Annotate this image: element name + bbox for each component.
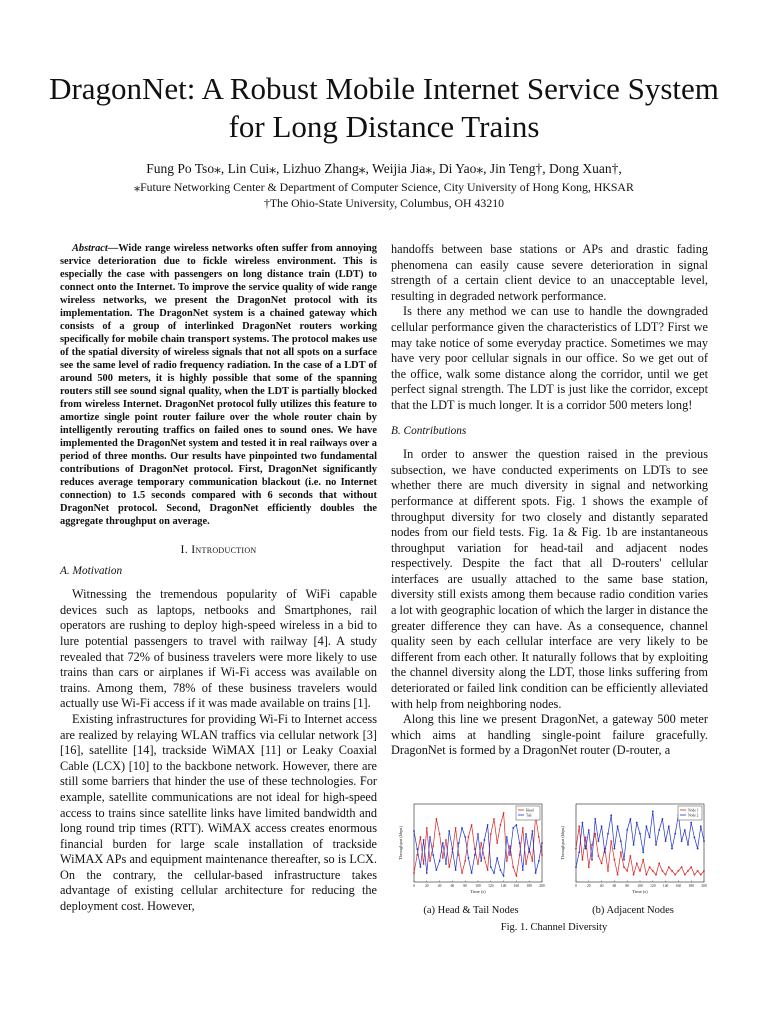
x-tick-label: 100 xyxy=(637,884,643,888)
data-point xyxy=(541,842,543,844)
data-point xyxy=(658,863,660,865)
data-point xyxy=(630,855,632,857)
data-point xyxy=(512,827,514,829)
data-point xyxy=(662,870,664,872)
chart-head-tail xyxy=(396,800,546,900)
data-point xyxy=(448,866,450,868)
data-point xyxy=(429,836,431,838)
figure-1b-caption: (b) Adjacent Nodes xyxy=(592,905,674,916)
x-tick-label: 180 xyxy=(688,884,694,888)
paragraph: Witnessing the tremendous popularity of WiFi capable devices such as laptops, netbooks and Smartphones, rail operators are rushing to deploy high-speed wireless in a bid to lure potential passengers to travel with railway [4]. A study revealed that 72% of business travelers were more likely to use trains than cars or airplanes if Wi-Fi access was available on trains. Among them, 78% of these business travelers would actually use Wi-Fi access if it was made available on trains [1]. xyxy=(60,587,377,711)
data-point xyxy=(617,825,619,827)
data-point xyxy=(535,872,537,874)
paper-title: DragonNet: A Robust Mobile Internet Service System for Long Distance Trains xyxy=(49,71,719,144)
data-point xyxy=(610,840,612,842)
data-point xyxy=(516,824,518,826)
x-tick-label: 160 xyxy=(675,884,682,888)
data-point xyxy=(662,818,664,820)
data-point xyxy=(671,848,673,850)
data-point xyxy=(416,848,418,850)
section-heading xyxy=(60,542,377,558)
y-axis-label: Throughput (kbps) xyxy=(398,826,403,860)
data-point xyxy=(703,870,705,872)
data-point xyxy=(697,848,699,850)
data-point xyxy=(684,874,686,876)
data-point xyxy=(614,848,616,850)
data-point xyxy=(496,842,498,844)
data-point xyxy=(477,863,479,865)
x-tick-label: 0 xyxy=(575,884,577,888)
data-point xyxy=(694,874,696,876)
data-point xyxy=(636,822,638,824)
x-tick-label: 120 xyxy=(488,884,494,888)
data-point xyxy=(575,848,577,850)
data-point xyxy=(665,840,667,842)
data-point xyxy=(700,874,702,876)
data-point xyxy=(487,824,489,826)
chart-adjacent xyxy=(558,800,708,900)
data-point xyxy=(423,839,425,841)
data-point xyxy=(452,848,454,850)
author-list: Fung Po Tso⁎, Lin Cui⁎, Lizhuo Zhang⁎, Weijia Jia⁎, Di Yao⁎, Jin Teng†, Dong Xuan†, xyxy=(146,161,622,176)
data-point xyxy=(690,822,692,824)
x-tick-label: 120 xyxy=(650,884,656,888)
data-point xyxy=(420,836,422,838)
data-point xyxy=(493,872,495,874)
data-point xyxy=(490,866,492,868)
data-point xyxy=(636,863,638,865)
data-point xyxy=(464,860,466,862)
legend xyxy=(516,806,540,820)
data-point xyxy=(649,866,651,868)
section-title: Introduction xyxy=(191,542,257,556)
data-point xyxy=(525,863,527,865)
subsection-contributions: B. Contributions xyxy=(391,424,467,437)
data-point xyxy=(413,872,415,874)
data-point xyxy=(639,833,641,835)
legend-label: Node 2 xyxy=(688,813,699,818)
data-point xyxy=(690,866,692,868)
legend-label: Head xyxy=(526,808,534,813)
data-point xyxy=(442,857,444,859)
data-point xyxy=(439,833,441,835)
x-tick-label: 60 xyxy=(450,884,455,888)
data-point xyxy=(633,874,635,876)
data-point xyxy=(658,829,660,831)
data-point xyxy=(493,818,495,820)
left-column xyxy=(60,242,377,915)
data-point xyxy=(464,836,466,838)
data-point xyxy=(538,860,540,862)
x-tick-label: 160 xyxy=(513,884,520,888)
data-point xyxy=(506,860,508,862)
data-point xyxy=(687,844,689,846)
data-point xyxy=(575,866,577,868)
data-point xyxy=(474,854,476,856)
x-tick-label: 100 xyxy=(475,884,481,888)
x-tick-label: 200 xyxy=(701,884,707,888)
data-point xyxy=(432,845,434,847)
data-point xyxy=(516,875,518,877)
data-point xyxy=(413,830,415,832)
x-tick-label: 140 xyxy=(662,884,669,888)
paragraph: Is there any method we can use to handle the downgraded cellular performance given the characteristics of LDT? First we may take notice of some everyday practice. Sometimes we may have very poor cellular signals in our office. So we get out of the office, walk some distance along the corridor, until we get perfect signal strength. The LDT is just like the corridor, except that the LDT is much longer. It is a corridor 500 meters long! xyxy=(391,304,708,412)
data-point xyxy=(445,839,447,841)
x-axis-label: Time (s) xyxy=(632,889,648,894)
data-point xyxy=(512,866,514,868)
data-point xyxy=(436,818,438,820)
data-point xyxy=(604,851,606,853)
data-point xyxy=(588,829,590,831)
data-point xyxy=(639,870,641,872)
data-point xyxy=(500,869,502,871)
data-point xyxy=(678,870,680,872)
data-point xyxy=(461,827,463,829)
figure-1b xyxy=(558,800,708,900)
data-point xyxy=(490,833,492,835)
data-point xyxy=(519,854,521,856)
data-point xyxy=(439,860,441,862)
data-point xyxy=(646,874,648,876)
data-point xyxy=(626,870,628,872)
affiliation-1: ⁎Future Networking Center & Department of Computer Science, City University of Hong Kong, HKSAR xyxy=(134,180,634,194)
data-point xyxy=(694,837,696,839)
data-point xyxy=(668,866,670,868)
data-point xyxy=(458,854,460,856)
data-point xyxy=(585,837,587,839)
figure-1a-caption: (a) Head & Tail Nodes xyxy=(423,905,519,916)
data-point xyxy=(668,825,670,827)
data-point xyxy=(591,844,593,846)
x-tick-label: 80 xyxy=(625,884,629,888)
data-point xyxy=(448,830,450,832)
data-point xyxy=(578,851,580,853)
data-point xyxy=(471,872,473,874)
data-point xyxy=(582,859,584,861)
data-point xyxy=(614,859,616,861)
data-point xyxy=(623,859,625,861)
data-point xyxy=(585,848,587,850)
data-point xyxy=(461,872,463,874)
data-point xyxy=(468,836,470,838)
figure-caption: Fig. 1. Channel Diversity xyxy=(500,922,608,933)
abstract xyxy=(60,242,377,528)
paragraph: In order to answer the question raised in the previous subsection, we have conducted experiments on LDTs to see whether there are much diversity in signal and networking performance at different spots. Fig. 1 shows the example of throughput diversity for two closely and distantly separated nodes from our field tests. Fig. 1a & Fig. 1b are instantaneous throughput variation for head-tail and adjacent nodes respectively. Despite the fact that all D-routers' cellular interfaces are usually attached to the same base station, diversity still exists among them because radio condition varies a lot with geographic location of which the larger in distance the greater difference they can have. As a consequence, channel quality seen by each cellular interface are very likely to be different from each other. It naturally follows that by exploiting the channel diversity along the LDT, those links suffering from deteriorated or failed link condition can be efficiently alleviated with help from neighboring nodes. xyxy=(391,447,708,711)
abstract-body: —Wide range wireless networks often suffer from annoying service deterioration due to fickle wireless environment. This is especially the case with passengers on long distance train (LDT) to connect onto the Internet. To improve the service quality of wide range wireless networks, we present the DragonNet protocol with its implementation. The DragonNet system is a chained gateway which consists of a group of interlinked DragonNet routers working specifically for mobile chain transport systems. The protocol makes use of the spatial diversity of wireless signals that not all spots on a surface see the same level of radio frequency radiation. In the case of a LDT of around 500 meters, it is highly possible that some of the spanning routers still see sound signal quality, when the LDT is partially blocked from wireless Internet. DragonNet protocol fully utilizes this feature to amortize single point router failure over the whole router chain by intelligently rerouting traffics on failed ones to sound ones. We have implemented the DragonNet system and tested it in real railways over a period of three months. Our results have pinpointed two fundamental contributions of DragonNet protocol. First, DragonNet significantly reduces average temporary communication blackout (i.e. no Internet connection) to 1.5 seconds compared with 6 seconds that without DragonNet protocol. Second, DragonNet efficiently doubles the aggregate throughput on average. xyxy=(60,243,377,527)
data-point xyxy=(617,874,619,876)
data-point xyxy=(633,844,635,846)
data-point xyxy=(484,839,486,841)
x-tick-label: 20 xyxy=(587,884,591,888)
data-point xyxy=(700,825,702,827)
data-point xyxy=(598,855,600,857)
data-point xyxy=(528,851,530,853)
data-point xyxy=(674,833,676,835)
data-point xyxy=(503,812,505,814)
data-point xyxy=(703,840,705,842)
paragraph: Along this line we present DragonNet, a gateway 500 meter which aims at handling single-point failure gracefully. DragonNet is formed by a DragonNet router (D-router, a xyxy=(391,712,708,758)
data-point xyxy=(480,842,482,844)
data-point xyxy=(442,842,444,844)
x-tick-label: 40 xyxy=(599,884,604,888)
data-point xyxy=(591,859,593,861)
y-axis-label: Throughput (kbps) xyxy=(560,826,565,860)
data-point xyxy=(601,863,603,865)
data-point xyxy=(610,814,612,816)
legend-label: Node 1 xyxy=(688,808,699,813)
data-point xyxy=(509,854,511,856)
legend xyxy=(678,806,702,820)
data-point xyxy=(601,825,603,827)
data-point xyxy=(506,836,508,838)
x-axis-label: Time (s) xyxy=(470,889,486,894)
data-point xyxy=(426,872,428,874)
data-point xyxy=(480,860,482,862)
data-point xyxy=(541,854,543,856)
x-tick-label: 0 xyxy=(413,884,415,888)
x-tick-label: 20 xyxy=(425,884,429,888)
data-point xyxy=(649,837,651,839)
data-point xyxy=(594,818,596,820)
data-point xyxy=(522,869,524,871)
section-number: I. xyxy=(180,542,188,556)
data-point xyxy=(445,863,447,865)
data-point xyxy=(687,870,689,872)
data-point xyxy=(455,827,457,829)
data-point xyxy=(503,875,505,877)
data-point xyxy=(630,818,632,820)
affiliation-2: †The Ohio-State University, Columbus, OH 43210 xyxy=(263,196,505,210)
x-tick-label: 200 xyxy=(539,884,545,888)
data-point xyxy=(665,874,667,876)
right-column xyxy=(391,242,708,759)
data-point xyxy=(429,860,431,862)
data-point xyxy=(519,842,521,844)
x-tick-label: 140 xyxy=(500,884,507,888)
data-point xyxy=(697,870,699,872)
data-point xyxy=(620,851,622,853)
data-point xyxy=(671,870,673,872)
data-point xyxy=(500,824,502,826)
data-point xyxy=(522,827,524,829)
data-point xyxy=(538,836,540,838)
data-point xyxy=(588,866,590,868)
paragraph: Existing infrastructures for providing Wi-Fi to Internet access are realized by relaying WLAN traffics via cellular network [3] [16], satellite [14], trackside WiMAX [11] or Leaky Coaxial Cable (LCX) [10] to the backbone network. However, there are still some barriers that hinder the use of these technologies. For example, satellite communications are not ideal for high-speed access to trains since satellite links have limited bandwidth and long round trip times (RTT). WiMAX access creates enormous financial burden for large scale installation of trackside WiMAX APs and equipment maintenance thereafter, so is LCX. On the contrary, the cellular-based infrastructure takes advantage of existing cellular architecture for reducing the deployment cost. However, xyxy=(60,711,377,914)
data-point xyxy=(646,825,648,827)
data-point xyxy=(598,840,600,842)
data-point xyxy=(582,822,584,824)
figure-1a xyxy=(396,800,546,900)
data-point xyxy=(652,870,654,872)
data-point xyxy=(484,857,486,859)
legend-label: Tail xyxy=(526,813,532,818)
data-point xyxy=(455,869,457,871)
subsection-motivation: A. Motivation xyxy=(60,564,123,577)
data-point xyxy=(642,851,644,853)
data-point xyxy=(623,866,625,868)
data-point xyxy=(509,845,511,847)
data-point xyxy=(477,833,479,835)
data-point xyxy=(652,811,654,813)
data-point xyxy=(681,840,683,842)
paragraph: handoffs between base stations or APs and drastic fading phenomena can easily cause severe deterioration in signal strength of a certain client device to an unacceptable level, resulting in degraded network performance. xyxy=(391,242,708,303)
data-point xyxy=(642,859,644,861)
data-point xyxy=(674,874,676,876)
data-point xyxy=(458,842,460,844)
data-point xyxy=(594,833,596,835)
data-point xyxy=(423,863,425,865)
data-point xyxy=(532,860,534,862)
data-point xyxy=(496,857,498,859)
x-tick-label: 180 xyxy=(526,884,532,888)
data-point xyxy=(525,833,527,835)
data-point xyxy=(626,829,628,831)
data-point xyxy=(607,833,609,835)
x-tick-label: 40 xyxy=(437,884,442,888)
data-point xyxy=(655,874,657,876)
x-tick-label: 80 xyxy=(463,884,467,888)
data-point xyxy=(420,866,422,868)
data-point xyxy=(578,825,580,827)
data-point xyxy=(684,829,686,831)
x-tick-label: 60 xyxy=(612,884,617,888)
data-point xyxy=(436,869,438,871)
abstract-lead: Abstract xyxy=(72,243,108,254)
data-point xyxy=(426,827,428,829)
data-point xyxy=(471,824,473,826)
data-point xyxy=(607,870,609,872)
figure-1 xyxy=(396,800,712,930)
data-point xyxy=(655,844,657,846)
data-point xyxy=(620,840,622,842)
data-point xyxy=(487,869,489,871)
data-point xyxy=(468,857,470,859)
data-point xyxy=(532,830,534,832)
data-point xyxy=(432,854,434,856)
data-point xyxy=(681,866,683,868)
